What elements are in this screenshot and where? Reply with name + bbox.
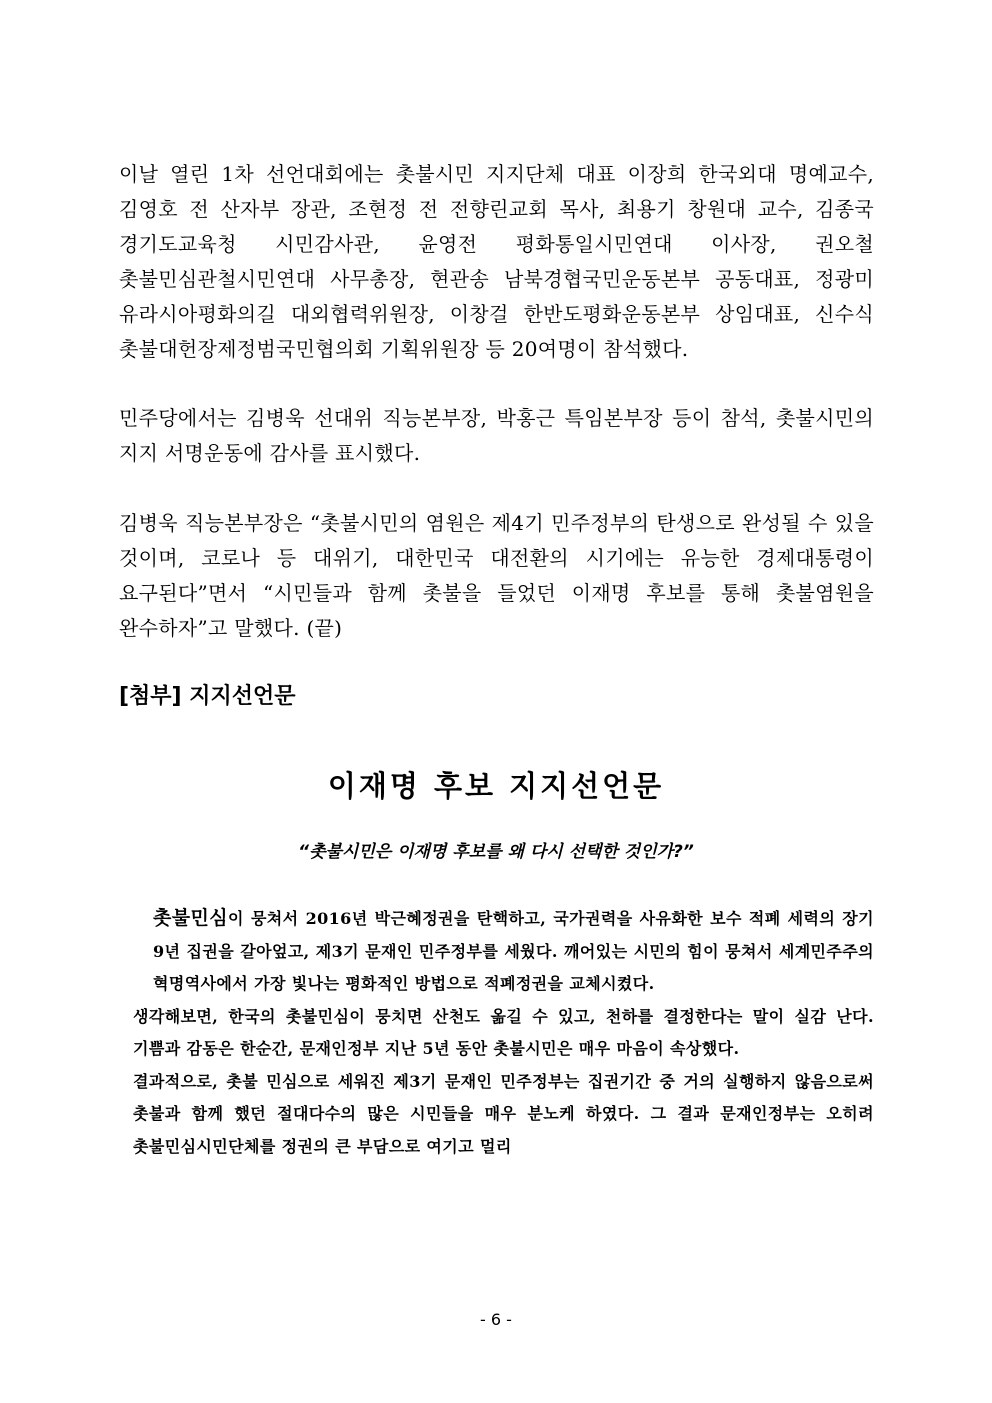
page-number: - 6 - <box>480 1310 512 1329</box>
attachment-heading: [첨부] 지지선언문 <box>119 684 296 709</box>
declaration-paragraph: 결과적으로, 촛불 민심으로 세워진 제3기 문재인 민주정부는 집권기간 중 거의 실행하지 않음으로써 촛불과 함께 했던 절대다수의 많은 시민들을 매우 분노케 하였다. 그 결과 문재인정부는 오히려 촛불민심시민단체를 정권의 큰 부담으로 여기고 멀리 <box>133 1071 874 1156</box>
declaration-paragraph <box>119 902 874 1001</box>
declaration-lead-word: 촛불민심 <box>153 907 229 929</box>
paragraph-democratic-party: 민주당에서는 김병욱 선대위 직능본부장, 박홍근 특임본부장 등이 참석, 촛불시민의 지지 서명운동에 감사를 표시했다. <box>119 406 874 465</box>
declaration-paragraph-text: 이 뭉쳐서 2016년 박근혜정권을 탄핵하고, 국가권력을 사유화한 보수 적폐 세력의 장기 9년 집권을 갈아엎고, 제3기 문재인 민주정부를 세웠다. 깨어있는 시민의 힘이 뭉쳐서 세계민주주의 혁명역사에서 가장 빛나는 평화적인 방법으로 적폐정권을 교체시켰다. <box>153 909 874 993</box>
declaration-body <box>119 902 874 1163</box>
declaration-paragraph: 생각해보면, 한국의 촛불민심이 뭉치면 산천도 옮길 수 있고, 천하를 결정한다는 말이 실감 난다. 기쁨과 감동은 한순간, 문재인정부 지난 5년 동안 촛불시민은 매우 마음이 속상했다. <box>133 1006 874 1058</box>
paragraph-attendees: 이날 열린 1차 선언대회에는 촛불시민 지지단체 대표 이장희 한국외대 명예교수, 김영호 전 산자부 장관, 조현정 전 전향린교회 목사, 최용기 창원대 교수, 김종국 경기도교육청 시민감사관, 윤영전 평화통일시민연대 이사장, 권오철 촛불민심관철시민연대 사무총장, 현관송 남북경협국민운동본부 공동대표, 정광미 유라시아평화의길 대외협력위원장, 이창걸 한반도평화운동본부 상임대표, 신수식 촛불대헌장제정범국민협의회 기획위원장 등 20여명이 참석했다. <box>119 162 874 361</box>
declaration-subtitle: “촛불시민은 이재명 후보를 왜 다시 선택한 것인가?” <box>298 842 694 862</box>
declaration-title: 이재명 후보 지지선언문 <box>327 769 665 803</box>
paragraph-quote: 김병욱 직능본부장은 “촛불시민의 염원은 제4기 민주정부의 탄생으로 완성될 수 있을 것이며, 코로나 등 대위기, 대한민국 대전환의 시기에는 유능한 경제대통령이 요구된다”면서 “시민들과 함께 촛불을 들었던 이재명 후보를 통해 촛불염원을 완수하자”고 말했다. (끝) <box>119 511 874 640</box>
